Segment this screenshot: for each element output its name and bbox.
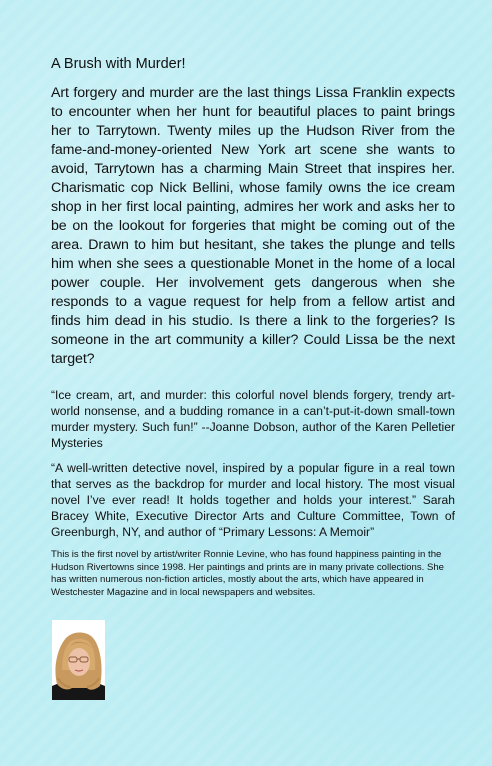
book-blurb: Art forgery and murder are the last things Lissa Franklin expects to encounter when her hunt for beautiful places to paint brings her to Tarrytown. Twenty miles up the Hudson River from the fame-and-money-oriented New York art scene she wants to avoid, Tarrytown has a charming Main Street that inspires her. Charismatic cop Nick Bellini, whose family owns the ice cream shop in her first local painting, admires her work and asks her to be on the lookout for forgeries that might be coming out of the area. Drawn to him but hesitant, she takes the plunge and tells him when she sees a questionable Monet in the home of a local power couple. Her involvement gets dangerous when she responds to a vague request for help from a fellow artist and finds him dead in his studio. Is there a link to the forgeries? Is someone in the art community a killer? Could Lissa be the next target? bbox=[51, 85, 455, 367]
review-quote-dobson: “Ice cream, art, and murder: this colorful novel blends forgery, trendy art-world nonsense, and a budding romance in a can’t-put-it-down small-town murder mystery. Such fun!” --Joanne Dobson, author of the Karen Pelletier Mysteries bbox=[51, 388, 455, 450]
author-photo bbox=[52, 620, 105, 700]
cover-text bbox=[51, 56, 455, 611]
author-bio: This is the first novel by artist/writer Ronnie Levine, who has found happiness painting in the Hudson Rivertowns since 1998. Her paintings and prints are in many private collections. She has written numerous non-fiction articles, mostly about the arts, which have appeared in Westchester Magazine and in local newspapers and websites. bbox=[51, 549, 445, 598]
author-portrait-image bbox=[52, 620, 105, 700]
book-title: A Brush with Murder! bbox=[51, 56, 186, 72]
review-quote-white: “A well-written detective novel, inspired by a popular figure in a real town that serves as the backdrop for murder and local history. The most visual novel I’ve ever read! It holds together and holds your interest.” Sarah Bracey White, Executive Director Arts and Culture Committee, Town of Greenburgh, NY, and author of “Primary Lessons: A Memoir” bbox=[51, 461, 455, 539]
